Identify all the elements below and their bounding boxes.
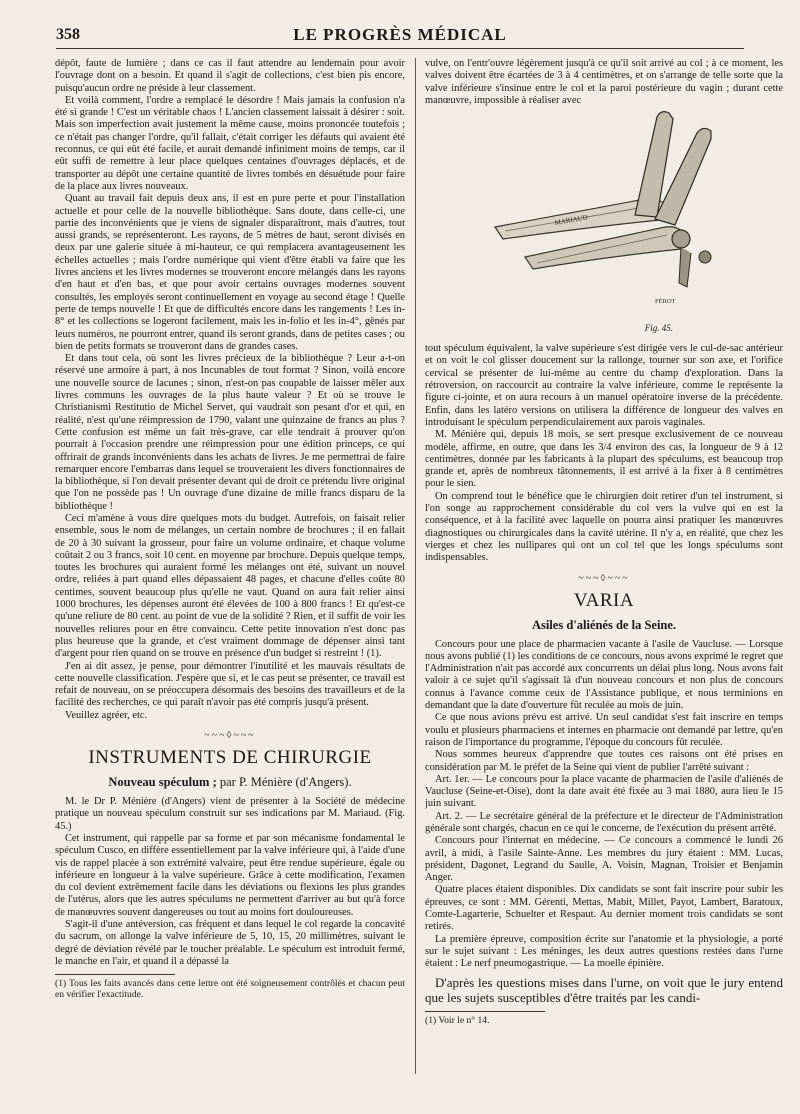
paragraph: Ceci m'amène à vous dire quelques mots du budget. Autrefois, on faisait relier ensemble, sous le nom de mélanges, un certain nombre de brochures ; il en fallait de 20 à 30 suivant la grosseur, pour faire un volume ordinaire, et chaque volume coûtait 2 ou 3 francs, soit 10 cent. en moyenne par brochure. Depuis quelque temps, toutes les brochures qui auraient formé les mélanges ont été, suivant un nouvel ordre, reliées à part quand elles dépassaient 48 pages, et chacune d'elles coûte 80 centimes, souvent beaucoup plus qu'elle ne vaut. Quand on aura fait relier ainsi 1000 brochures, les dépenses auront été élevées de 100 à 800 francs ! Et qu'est-ce qu'une reliure de 80 cent. au point de vue de la solidité ? Rien, et il suffit de voir les nouvelles reliures pour en être convaincu. Cette petite innovation n'est donc pas plus heureuse que la grande, et c'est vraiment dommage de dépenser ainsi tant d'argent pour rien quand on se trouve en présence d'un budget si restreint ! (1).	[55, 512, 405, 660]
article-title-bold: Nouveau spéculum ;	[108, 775, 217, 790]
adjustment-screw	[679, 247, 691, 287]
footnote: (1) Voir le n° 14.	[425, 1014, 490, 1026]
section-title: VARIA	[573, 589, 635, 611]
paragraph: Veuillez agréer, etc.	[65, 709, 148, 721]
left-column	[55, 58, 405, 1094]
paragraph: M. Ménière qui, depuis 18 mois, se sert presque exclusivement de ce nouveau modèle, affirme, en outre, que dans les 3/4 environ des cas, la longueur de 9 à 12 centimètres, donnée par les fabricants à la plupart des spéculums, est beaucoup trop grande et, après de nombreux tâtonnements, il est arrivé à la fixer à 8 centimètres pour le sien.	[425, 429, 783, 490]
paragraph: Concours pour une place de pharmacien vacante à l'asile de Vaucluse. — Lorsque nous avons publié (1) les conditions de ce concours, nous avons exprimé le regret que l'Administration n'ait pas accordé aux concurrents un délai plus long. Nous avons fait valoir à ce sujet qu'il s'agissait là d'un nouveau concours et non plus de concours connus à l'avance comme ceux de l'Assistance publique, et nous terminions en demandant que la date d'ouverture fût reculée au mois de juin.	[425, 638, 783, 712]
paragraph: Et dans tout cela, où sont les livres précieux de la bibliothèque ? Leur a-t-on réservé une armoire à part, à nos Incunables de tout format ? Sinon, voilà encore une nouvelle source de lacunes ; sinon, n'est-on pas coupable de laisser mêler aux livres communs les ouvrages de la plus haute valeur ? Et où se trouve le Christianismi Restitutio de Michel Servet, qui vaudrait son pesant d'or et qui, en réalité, n'est qu'une réimpression de 1790, valant une quinzaine de francs au plus ? Cette confusion est même un fait très-grave, car elle tendrait à prouver qu'on pourrait à l'occasion prendre une réimpression pour une édition princeps, ce qui offrirait de grands inconvénients dans les achats de livres. Je me permettrai de faire remarquer encore l'embarras dans lequel se trouveraient les divers fonctionnaires de la bibliothèque, si l'on devait présenter devant qui de droit ce prétendu livre original que l'on ne possède pas ! Un ouvrage d'une dizaine de mille francs disparu de la bibliothèque !	[55, 353, 405, 512]
paragraph: Quant au travail fait depuis deux ans, il est en pure perte et pour l'installation actuelle et pour celle de la nouvelle bibliothèque. Sans doute, dans celle-ci, une partie des inconvénients que je viens de signaler disparaîtront, mais d'autres, tout aussi grands, se représenteront. Les rayons, de 5 mètres de haut, seront divisés en deux par une galerie située à mi-hauteur, ce qui remplacera avantageusement les échelles actuelles ; mais l'ordre numérique qui vient d'être établi va faire que les livres anciens et les livres modernes se trouveront encore mélangés dans les rayons d'en haut et d'en bas, et que pour avoir certains ouvrages modernes souvent consultés, les employés seront continuellement en voyage au second étage ! Quelle perte de temps nouvelle ! Et que de difficultés encore dans les rangements ! Les in-8° et les collections se logeront facilement, mais les in-folio et les in-4°, gênés par leurs numéros, ne pourront entrer, quand ils seront grands, dans de petites cases ; ou bien de petits formats se trouveront dans de grandes cases.	[55, 193, 405, 352]
paragraph: M. le Dr P. Ménière (d'Angers) vient de présenter à la Société de médecine pratique un nouveau spéculum construit sur ses indications par M. Mariaud. (Fig. 45.)	[55, 796, 405, 832]
paragraph: J'en ai dit assez, je pense, pour démontrer l'inutilité et les mauvais résultats de cette nouvelle classification. J'espère que si, et le cas peut se présenter, ce travail est refait de nouveau, on se préoccupera désormais des besoins des travailleurs et de la facilité des recherches, ce qui paraît n'avoir pas été compris jusqu'à présent.	[55, 660, 405, 709]
speculum-figure	[425, 107, 783, 339]
paragraph: vulve, on l'entr'ouvre légèrement jusqu'à ce qu'il soit arrivé au col ; à ce moment, les valves doivent être écartées de 3 à 4 centimètres, et on s'arrange de telle sorte que la valve inférieure s'insinue entre le col et la paroi postérieure du vagin ; durant cette manœuvre, impossible à réaliser avec	[425, 58, 783, 106]
page-number: 358	[56, 26, 80, 43]
footnote-rule	[55, 974, 175, 975]
journal-title: LE PROGRÈS MÉDICAL	[293, 25, 507, 44]
page-header	[56, 22, 744, 49]
speculum-illustration	[485, 107, 725, 332]
article-author: par P. Ménière (d'Angers).	[216, 775, 352, 790]
thumb-screw	[699, 251, 711, 263]
paragraph: Art. 1er. — Le concours pour la place vacante de pharmacien de l'asile d'aliénés de Vaucluse (Seine-et-Oise), dont la date avait été fixée au 3 mai 1880, aura lieu le 15 juin suivant.	[425, 773, 783, 810]
paragraph: Concours pour l'internat en médecine. — Ce concours a commencé le lundi 26 avril, à midi, à l'asile Sainte-Anne. Les membres du jury étaient : MM. Lucas, président, Dagonet, Legrand du Saulle, A. Voisin, Magnan, Troisier et Benjamin Anger.	[425, 835, 783, 884]
engraving-ferot: FÉROT	[655, 298, 676, 306]
paragraph: Nous sommes heureux d'apprendre que toutes ces raisons ont été prises en considération par M. le préfet de la Seine qui vient de publier l'arrêté suivant :	[425, 749, 783, 773]
section-ornament: ~~~◊~~~	[578, 572, 630, 584]
section-title: INSTRUMENTS DE CHIRURGIE	[88, 747, 372, 769]
paragraph: On comprend tout le bénéfice que le chirurgien doit retirer d'un tel instrument, si l'on songe au rapprochement considérable du col vers la vulve qui en est la conséquence, et à la facilité avec laquelle on pourra ainsi pratiquer les manœuvres diagnostiques ou chirurgicales dans la cavité utérine. Il n'y a, en réalité, que chez les vierges et chez les nullipares qui ont un col tel que les longs spéculums sont indispensables.	[425, 490, 783, 564]
paragraph: Quatre places étaient disponibles. Dix candidats se sont fait inscrire pour subir les épreuves, ce sont : MM. Gérenti, Mettas, Mabit, Millet, Payot, Lambert, Baratoux, Comte-Lagarterie, Schuelter et Respaut. Au dernier moment trois candidats se sont retirés.	[425, 884, 783, 933]
hinge-screw	[672, 230, 690, 248]
paragraph: Et voilà comment, l'ordre a remplacé le désordre ! Mais jamais la confusion n'a été si grande ! C'est un véritable chaos ! L'ancien classement laissait à désirer : soit. Mais son imperfection avait justement la même cause, moins prononcée toutefois ; ce n'était pas changer l'ordre, qu'il fallait, c'était corriger les défauts qui avaient été reconnus, ce qui eût été facile, et aurait demandé infiniment moins de temps, car il eût suffi de remettre à leur place quelques centaines d'ouvrages déplacés, et de transporter au dépôt une certaine quantité de livres tombés en désuétude pour faire de la place aux livres nouveaux.	[55, 94, 405, 192]
right-column	[425, 58, 783, 1094]
footnote-rule	[425, 1011, 545, 1012]
figure-caption: Fig. 45.	[644, 323, 673, 334]
paragraph: dépôt, faute de lumière ; dans ce cas il faut attendre au lendemain pour avoir l'ouvrage dont on a besoin. Et quand il s'agit de collections, c'est bien pis encore, puisqu'aucun ordre ne préside à leur classement.	[55, 58, 405, 94]
paragraph-large: D'après les questions mises dans l'urne, on voit que le jury entend que les sujets susceptibles d'être traités par les candi-	[425, 974, 783, 1005]
column-divider	[415, 58, 416, 1074]
paragraph: Cet instrument, qui rappelle par sa forme et par son mécanisme fondamental le spéculum Cusco, en diffère essentiellement par la valve inférieure qui, à l'aide d'une vis de rappel placée à son extrémité valvaire, peut être rendue supérieure, égale ou inférieure en longueur à la valve supérieure. Grâce à cette modification, l'examen du col devient extrêmement facile dans les déviations ou flexions les plus grandes de l'utérus, alors que les autres spéculums ne permettent d'arriver au but qu'à force de manœuvres souvent dangereuses ou tout au moins fort douloureuses.	[55, 832, 405, 918]
article-title: Asiles d'aliénés de la Seine.	[531, 617, 677, 632]
article-title	[55, 775, 405, 790]
engraving-mariaud: MARIAUD	[553, 213, 589, 228]
paragraph: Art. 2. — Le secrétaire général de la préfecture et le directeur de l'Administration générale sont chargés, chacun en ce qui le concerne, de l'exécution du présent arrêté.	[425, 810, 783, 834]
paragraph: La première épreuve, composition écrite sur l'anatomie et la physiologie, a porté sur le sujet suivant : Les méninges, les deux autres questions restées dans l'urne étaient : Le nerf pneumogastrique. — La moelle épinière.	[425, 933, 783, 970]
footnote: (1) Tous les faits avancés dans cette lettre ont été soigneusement contrôlés et chacun peut en vérifier l'exactitude.	[55, 978, 405, 1001]
paragraph: tout spéculum équivalent, la valve supérieure s'est dirigée vers le cul-de-sac antérieur et on voit le col glisser doucement sur la rallonge, tourner sur son axe, et l'orifice cervical se présenter de lui-même au centre du champ d'exploration. Dans la rétroversion, on raccourcit au contraire la valve inférieure, comme le représente la figure ci-jointe, et on aura recours à un manuel opératoire inverse de la précédente. Enfin, dans les latéro versions on utilisera la différence de longueur des valves en introduisant le spéculum perpendiculairement aux parois vaginales.	[425, 343, 783, 428]
section-ornament: ~~~◊~~~	[204, 730, 256, 742]
paragraph: Ce que nous avions prévu est arrivé. Un seul candidat s'est fait inscrire en temps voulu et plusieurs pharmaciens et internes en pharmacie ont demandé par lettre, qu'en raison de l'importance du programme, l'époque du concours fût reculée.	[425, 712, 783, 748]
paragraph: S'agit-il d'une antéversion, cas fréquent et dans lequel le col regarde la concavité du sacrum, on allonge la valve inférieure de 5, 10, 15, 20 millimètres, suivant le degré de déviation révélé par le toucher préalable. Le spéculum est introduit fermé, le manche en l'air, et quand il a dépassé la	[55, 919, 405, 967]
